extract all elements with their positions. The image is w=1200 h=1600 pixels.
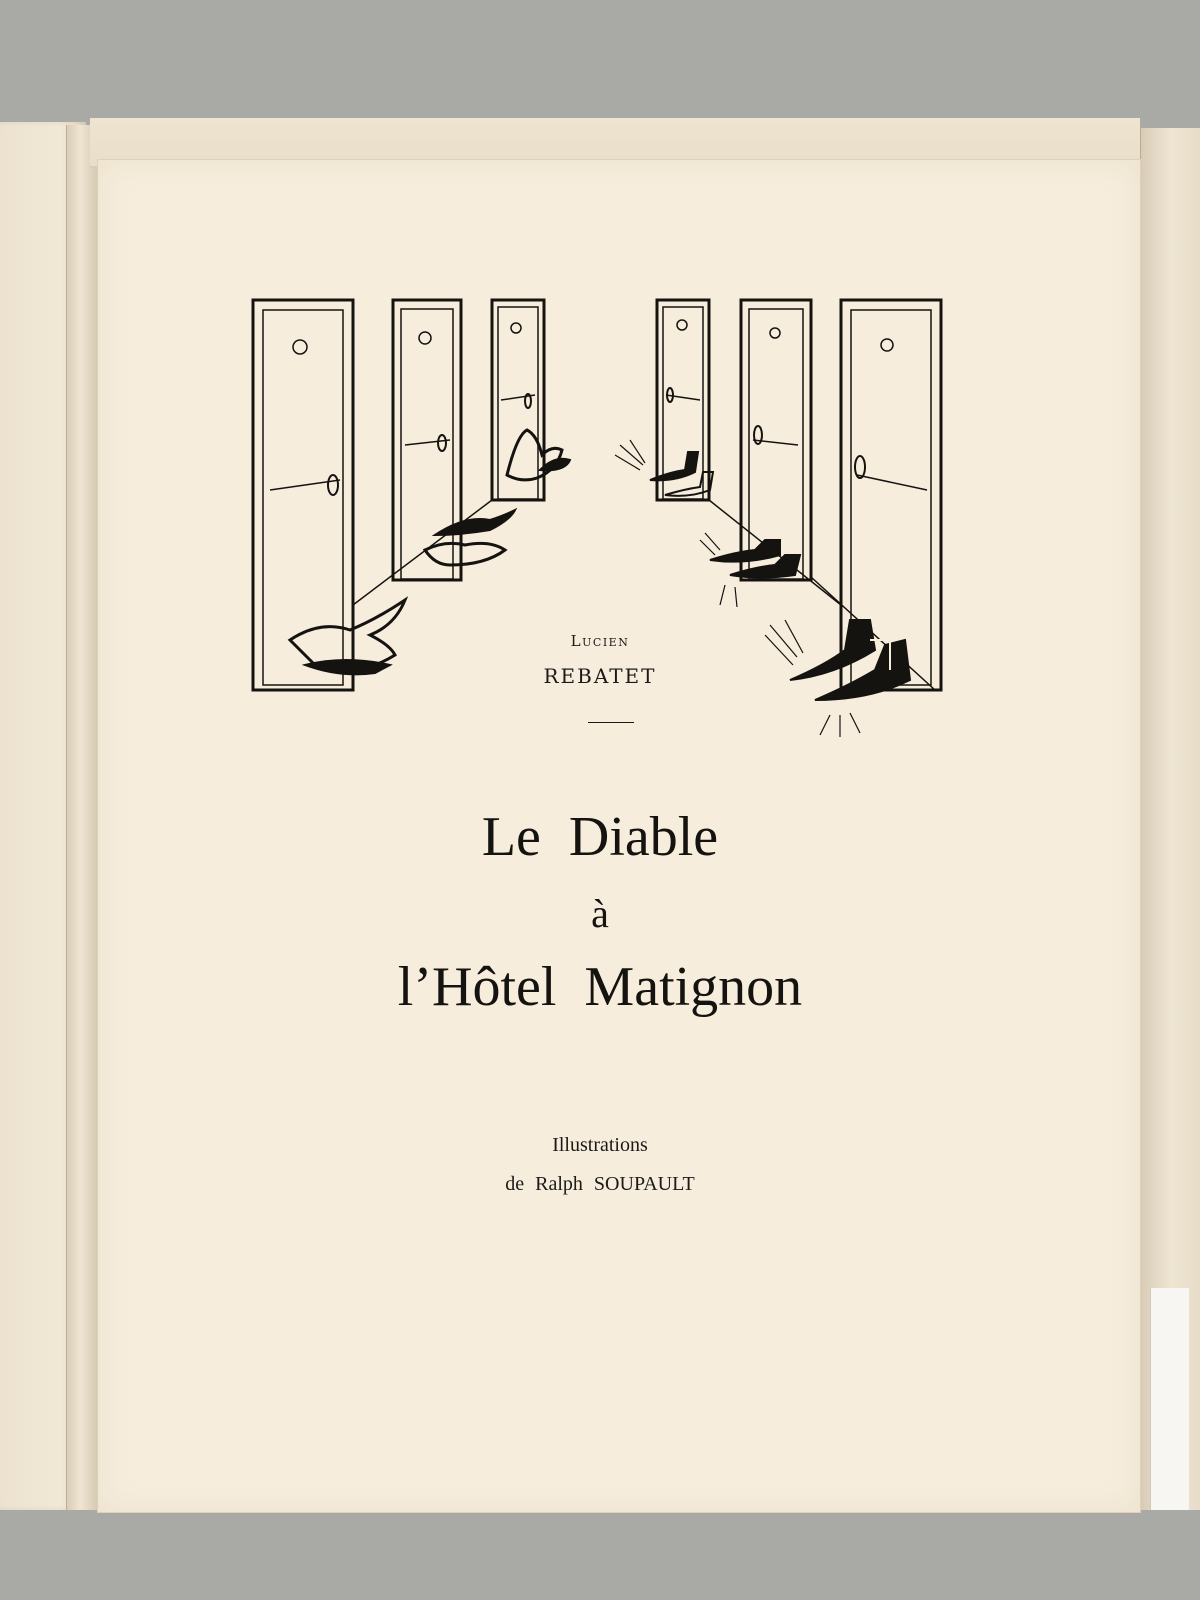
author-divider [588,722,634,723]
title-line-1: Le Diable [481,806,719,868]
author-first-name: Lucien [570,632,630,650]
title-line-2: à [591,891,609,936]
shoes-left-middle [425,510,515,565]
author-last-name: REBATET [543,664,657,688]
door-left-3 [492,300,544,500]
door-right-2 [741,300,811,580]
library-label [1150,1288,1189,1510]
illustrator-name: de Ralph SOUPAULT [505,1173,695,1195]
shoes-right-middle [710,540,800,578]
door-left-2 [393,300,461,580]
title-line-3: l’Hôtel Matignon [397,956,803,1018]
illustration-credit-label: Illustrations [552,1134,648,1156]
